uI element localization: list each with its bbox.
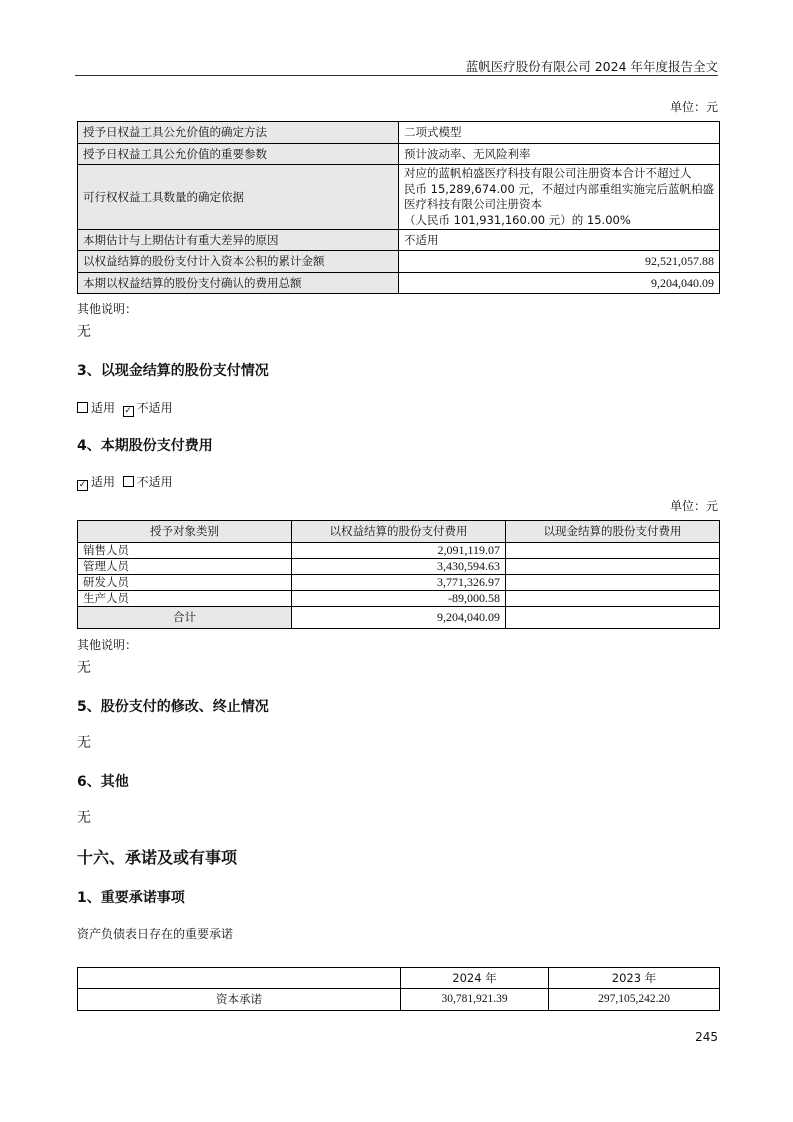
section-3-options [77,399,173,416]
page-header-title: 蓝帆医疗股份有限公司 2024 年年度报告全文 [465,59,718,74]
table-row [78,122,720,144]
table-row [78,251,720,273]
row-label: 可行权权益工具数量的确定依据 [78,165,399,230]
row-label: 本期估计与上期估计有重大差异的原因 [78,230,399,251]
column-header-empty [78,968,401,989]
category-cell: 销售人员 [78,543,292,559]
total-label: 合计 [78,607,292,629]
table-header-row [78,968,720,989]
value-line: 医疗科技有限公司注册资本 [404,197,542,211]
section-6-content: 无 [77,810,91,826]
row-value: 二项式模型 [399,122,720,144]
section-5-content: 无 [77,735,91,751]
total-equity-cell: 9,204,040.09 [292,607,506,629]
share-payment-expense-table [77,520,720,629]
category-cell: 管理人员 [78,559,292,575]
category-cell: 研发人员 [78,575,292,591]
category-cell: 生产人员 [78,591,292,607]
section-16-title: 十六、承诺及或有事项 [77,848,238,867]
column-header-2023: 2023 年 [549,968,720,989]
row-value: 预计波动率、无风险利率 [399,144,720,165]
equity-cell: 3,430,594.63 [292,559,506,575]
cash-cell [506,575,720,591]
column-header: 以权益结算的股份支付费用 [292,521,506,543]
cash-cell [506,591,720,607]
applicable-label: 适用 [91,475,116,489]
table-total-row [78,607,720,629]
cash-cell [506,543,720,559]
checkbox-applicable [77,402,88,413]
total-cash-cell [506,607,720,629]
checkbox-applicable-checked: ✓ [78,480,87,490]
table-header-row [78,521,720,543]
table-row [78,559,720,575]
item-cell: 资本承诺 [78,989,401,1011]
table-row [78,144,720,165]
table-row [78,989,720,1011]
not-applicable-label: 不适用 [136,401,173,415]
value-line: 对应的蓝帆柏盛医疗科技有限公司注册资本合计不超过人 [404,166,692,180]
section-6-title: 6、其他 [77,774,129,790]
commitments-table [77,967,720,1011]
column-header: 授予对象类别 [78,521,292,543]
row-label: 以权益结算的股份支付计入资本公积的累计金额 [78,251,399,273]
column-header: 以现金结算的股份支付费用 [506,521,720,543]
row-value-multiline [399,165,720,230]
row-value: 92,521,057.88 [399,251,720,273]
row-value: 9,204,040.09 [399,273,720,294]
applicable-label: 适用 [91,401,116,415]
checkbox-not-applicable [123,476,134,487]
unit-label: 单位：元 [669,499,718,513]
table-row [78,591,720,607]
cash-cell [506,559,720,575]
equity-cell: 2,091,119.07 [292,543,506,559]
row-value: 不适用 [399,230,720,251]
table-row [78,165,720,230]
row-label: 授予日权益工具公允价值的确定方法 [78,122,399,144]
value-line: （人民币 101,931,160.00 元）的 15.00% [404,212,631,227]
row-label: 本期以权益结算的股份支付确认的费用总额 [78,273,399,294]
table-row [78,230,720,251]
section-5-title: 5、股份支付的修改、终止情况 [77,699,269,715]
other-notes-content: 无 [77,660,91,676]
commitments-subtitle: 资产负债表日存在的重要承诺 [77,927,234,941]
section-4-options [77,473,173,490]
table-row [78,575,720,591]
unit-label: 单位：元 [669,100,718,114]
column-header-2024: 2024 年 [401,968,549,989]
value-line: 民币 15,289,674.00 元，不超过内部重组实施完后蓝帆柏盛 [404,181,714,196]
other-notes-label: 其他说明： [77,302,138,316]
row-label: 授予日权益工具公允价值的重要参数 [78,144,399,165]
section-4-title: 4、本期股份支付费用 [77,438,213,454]
not-applicable-label: 不适用 [136,475,173,489]
section-3-title: 3、以现金结算的股份支付情况 [77,363,269,379]
value-2023-cell: 297,105,242.20 [549,989,720,1011]
table-row [78,543,720,559]
equity-cell: -89,000.58 [292,591,506,607]
table-row [78,273,720,294]
other-notes-content: 无 [77,324,91,340]
page-number: 245 [695,1030,718,1044]
other-notes-label: 其他说明： [77,638,138,652]
section-16-1-title: 1、重要承诺事项 [77,890,185,906]
header-rule [75,75,718,76]
equity-cell: 3,771,326.97 [292,575,506,591]
value-2024-cell: 30,781,921.39 [401,989,549,1011]
checkbox-not-applicable-checked: ✓ [124,406,132,416]
share-payment-info-table [77,121,720,294]
